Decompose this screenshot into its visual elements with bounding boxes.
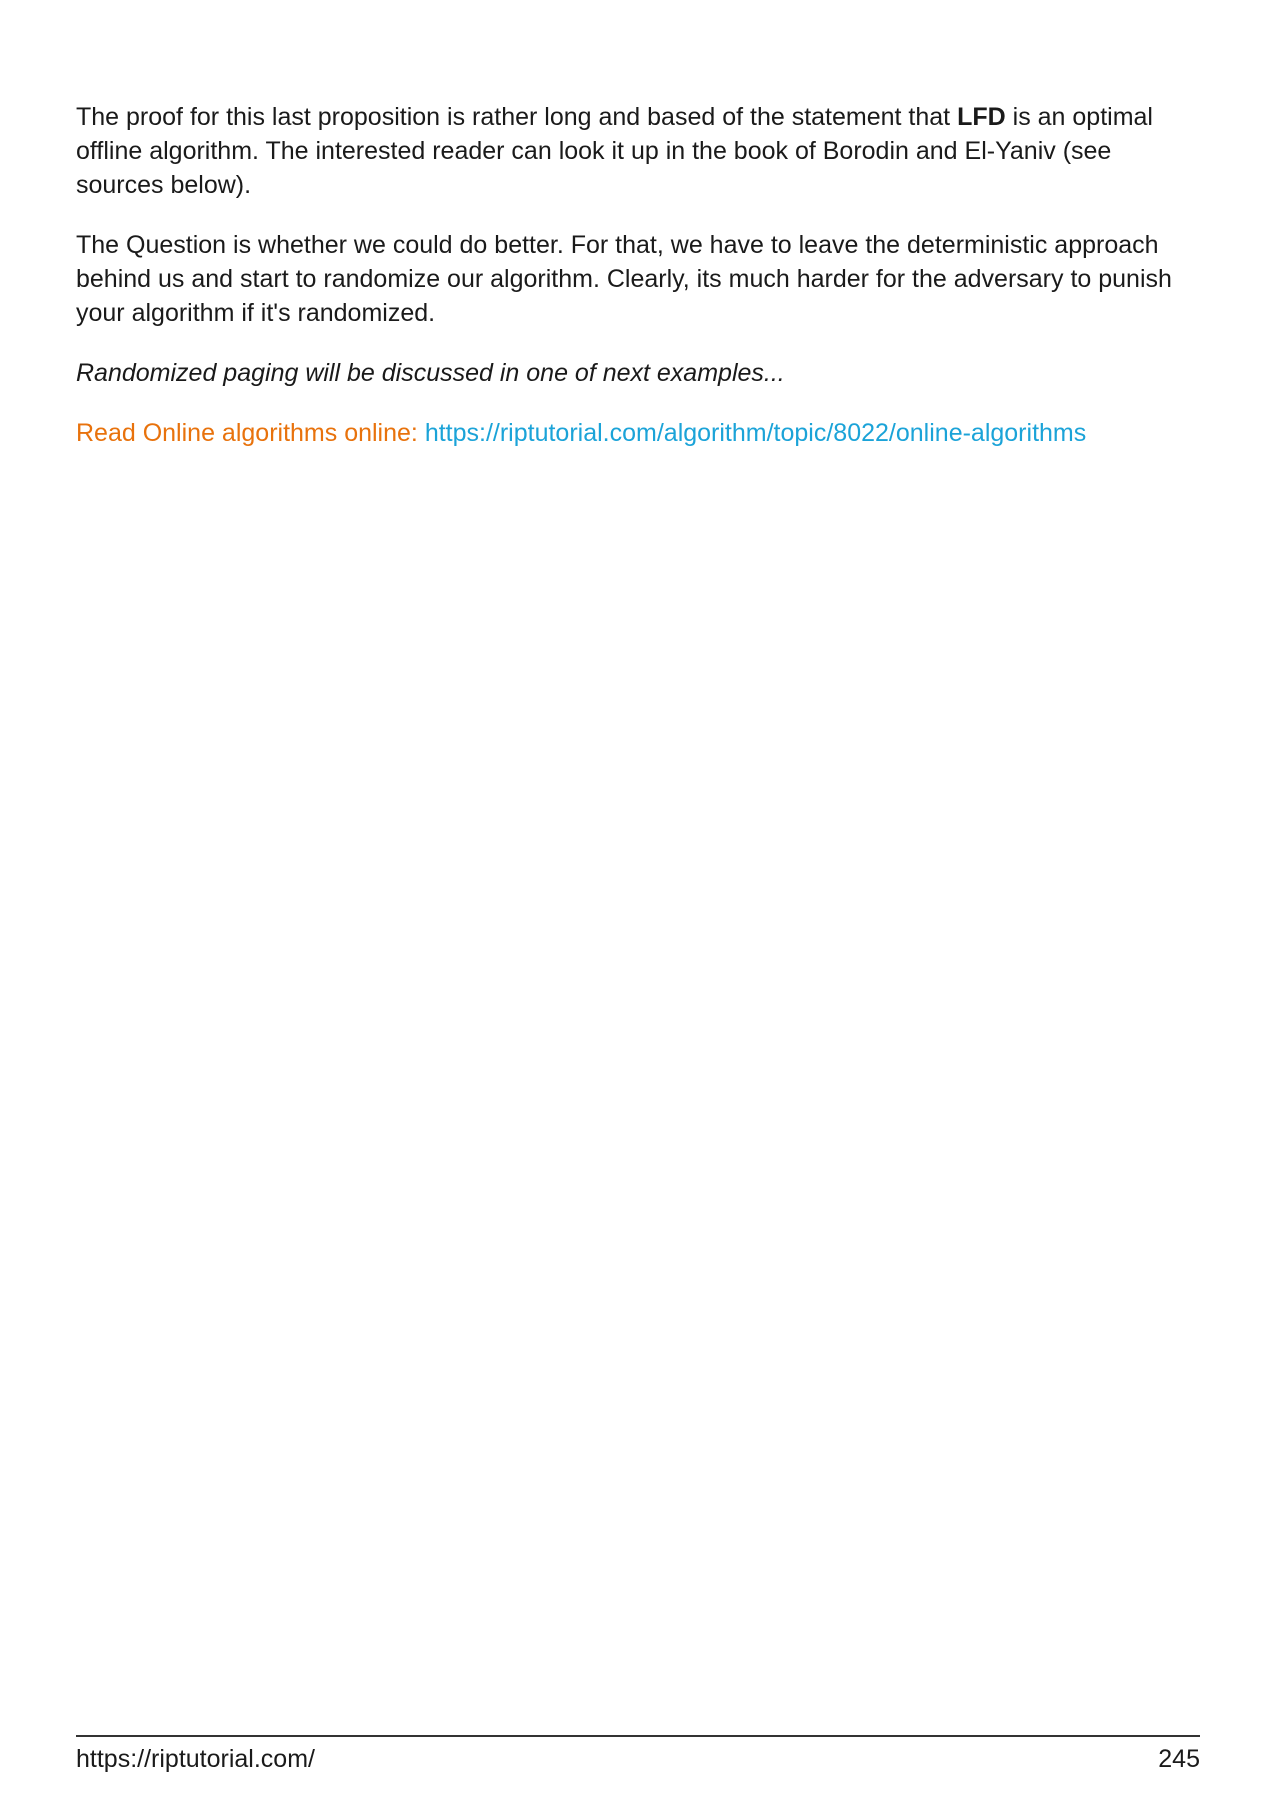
footer-site-link[interactable]: https://riptutorial.com/ [76, 1745, 315, 1773]
lfd-bold-term: LFD [957, 103, 1006, 131]
footer-divider [76, 1735, 1200, 1737]
read-online-link[interactable]: https://riptutorial.com/algorithm/topic/8022/online-algorithms [424, 419, 1087, 447]
read-online-line [76, 416, 1200, 450]
paragraph-lfd-text-end: is an optimal offline algorithm. The interested reader can look it up in the book of Borodin and El-Yaniv (see sources below). [76, 103, 1153, 199]
paragraph-randomized-paging-note: Randomized paging will be discussed in one of next examples... [76, 359, 785, 387]
paragraph-lfd-proof [76, 100, 1200, 202]
page-content [76, 100, 1200, 476]
read-online-label: Read Online algorithms online: [76, 419, 425, 447]
paragraph-randomize: The Question is whether we could do better. For that, we have to leave the deterministic approach behind us and start to randomize our algorithm. Clearly, its much harder for the adversary to punish your algorithm if it's randomized. [76, 231, 1172, 327]
paragraph-lfd-text-start: The proof for this last proposition is rather long and based of the statement that [76, 103, 958, 131]
page-number: 245 [1158, 1745, 1200, 1773]
